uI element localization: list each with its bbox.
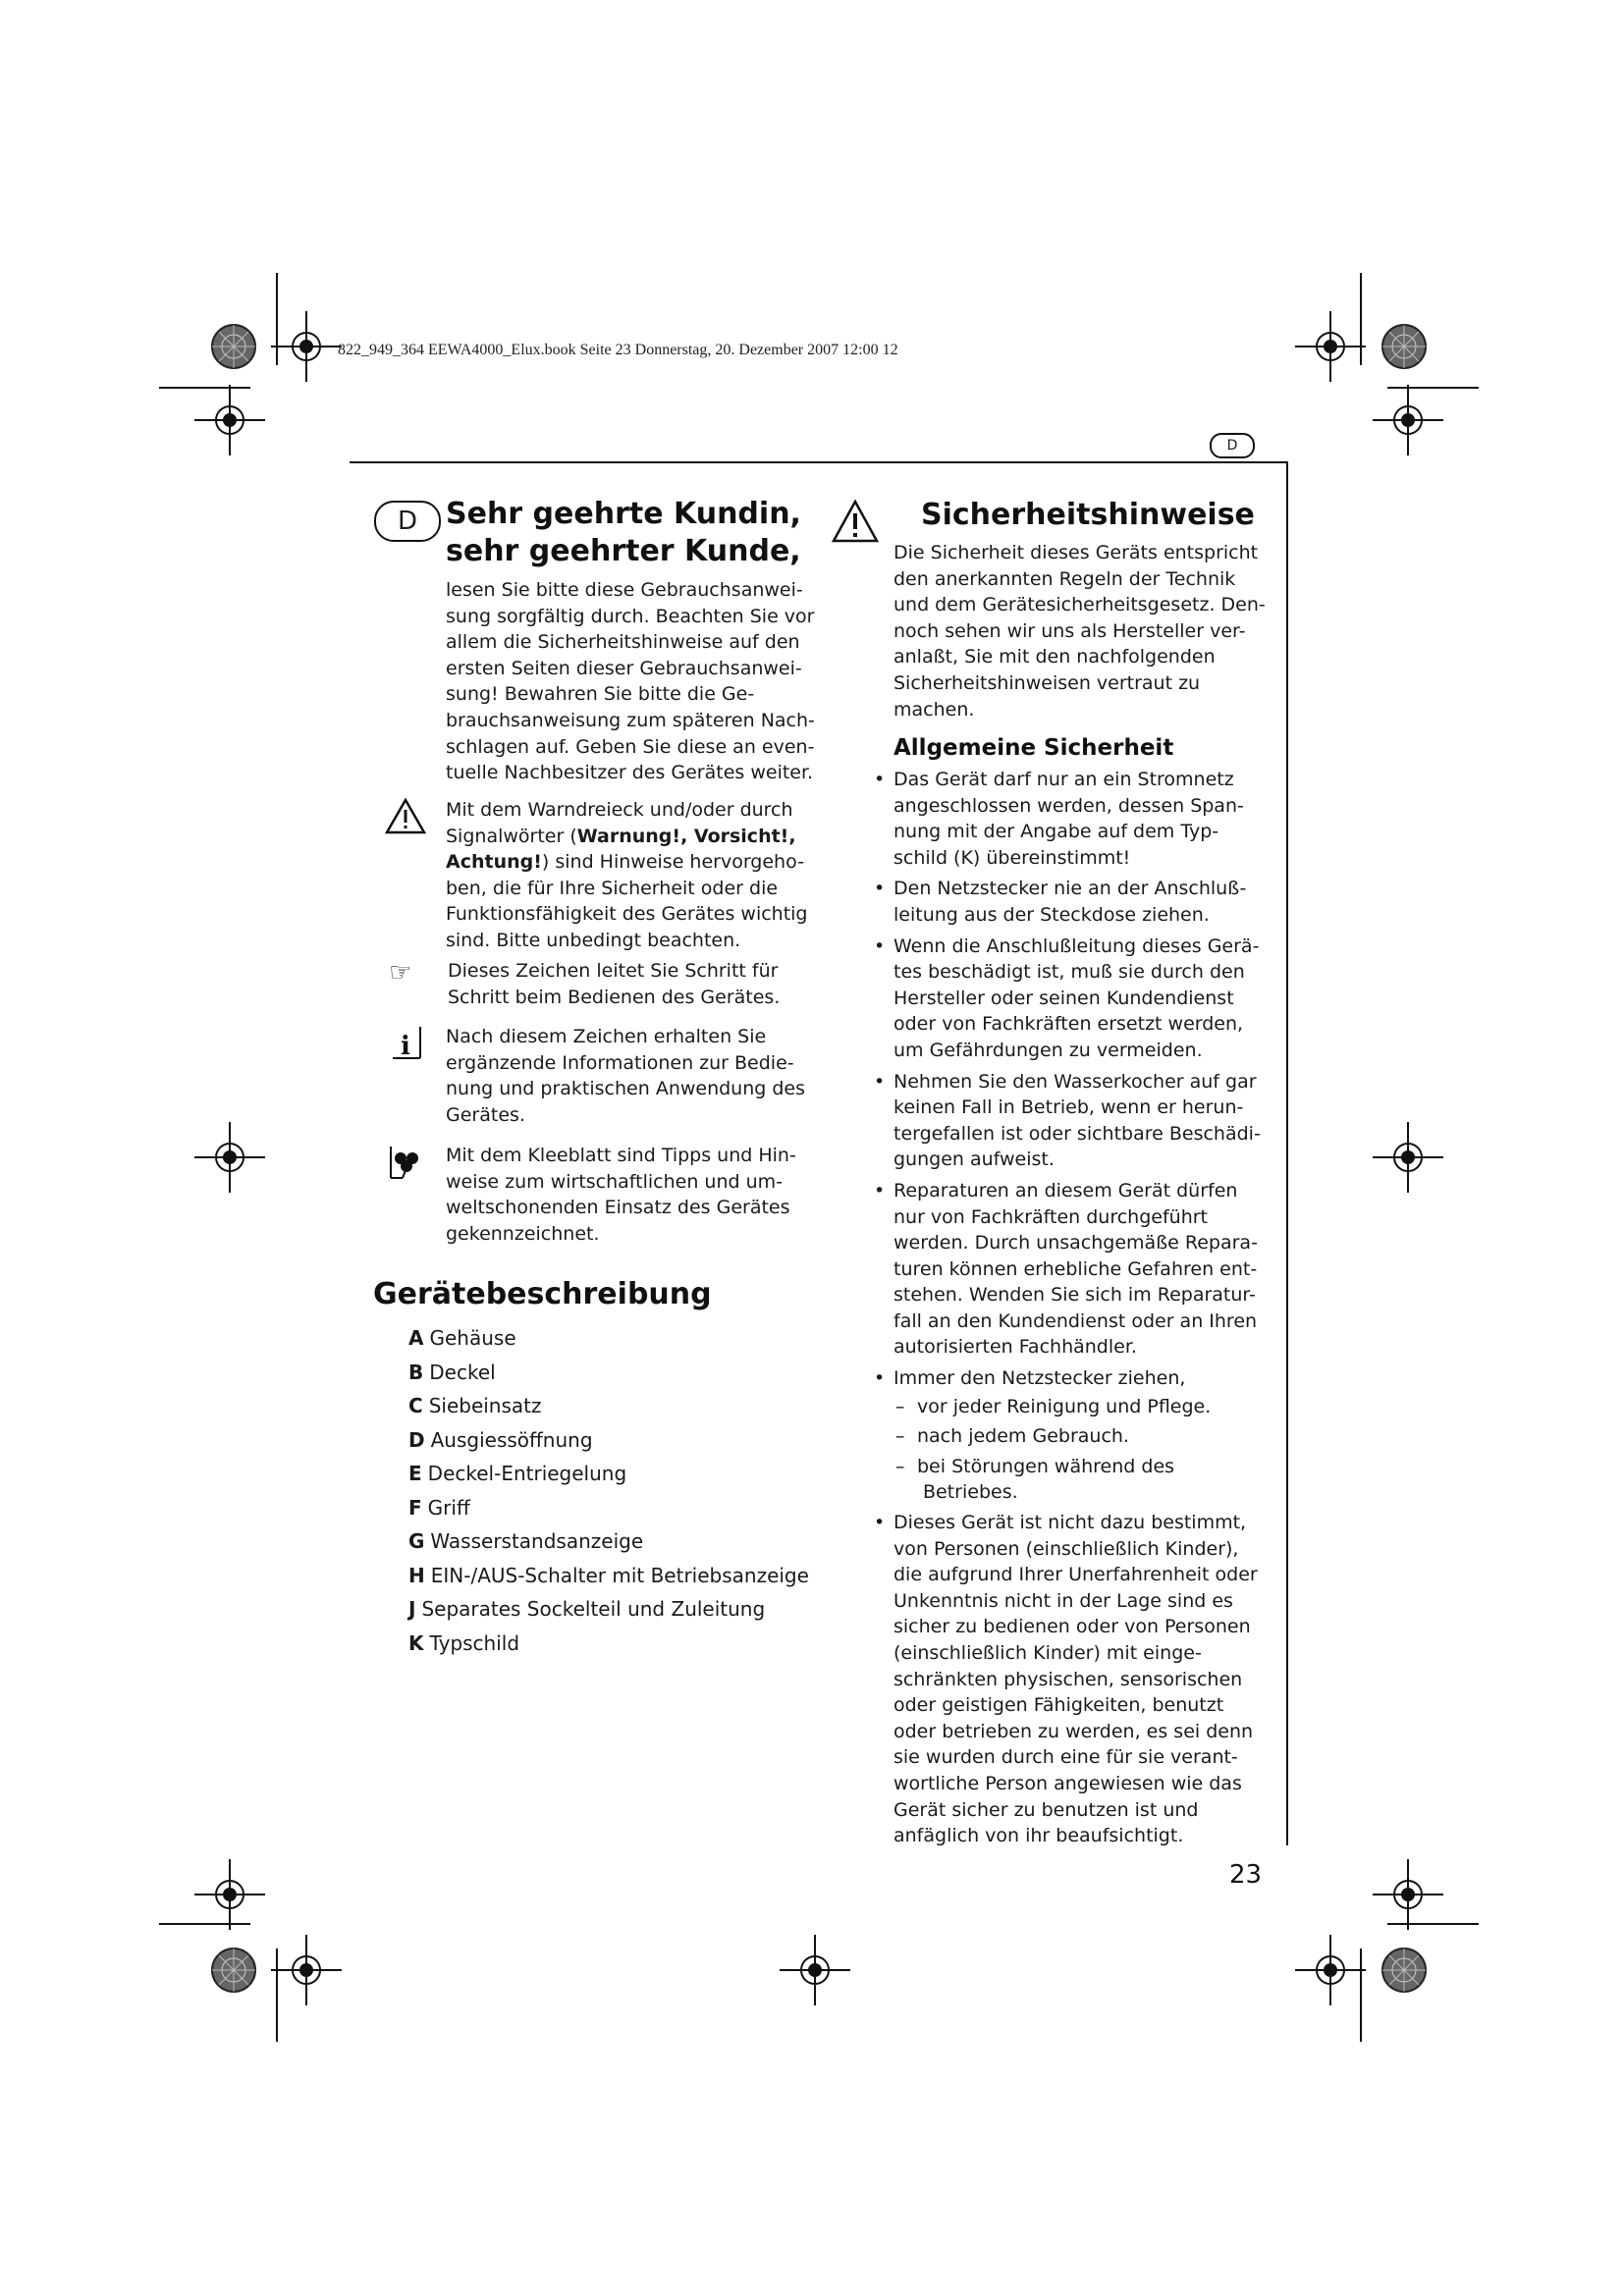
list-item: • Das Gerät darf nur an ein Stromnetz angeschlossen werden, dessen Span- nung mit der Angabe auf dem Typ- schild (K) übereinstimmt!: [872, 767, 1294, 871]
crop-cross-bottom-right: [1295, 1935, 1366, 2005]
greeting-title-line2: sehr geehrter Kunde,: [446, 534, 801, 568]
sub-list-item: – bei Störungen während des Betriebes.: [872, 1454, 1294, 1506]
crop-cross-middle-left: [194, 1122, 265, 1193]
list-item: K Typschild: [408, 1630, 520, 1655]
list-item: H EIN-/AUS-Schalter mit Betriebsanzeige: [408, 1563, 809, 1587]
list-item: • Nehmen Sie den Wasserkocher auf gar keinen Fall in Betrieb, wenn er herun- tergefallen ist oder sichtbare Beschädi- gungen aufweist.: [872, 1069, 1294, 1173]
warning-triangle-icon: [831, 499, 880, 544]
list-item: • Wenn die Anschlußleitung dieses Gerä- tes beschädigt ist, muß sie durch den Hersteller oder seinen Kundendienst oder von Fachkräften ersetzt werden, um Gefährdungen zu vermeiden.: [872, 934, 1294, 1064]
list-item: • Immer den Netzstecker ziehen,: [872, 1365, 1294, 1392]
svg-text:i: i: [401, 1032, 410, 1060]
crop-cross-bottom-left: [271, 1935, 342, 2005]
registration-target-bottom-right: [1382, 1949, 1426, 1992]
list-item: E Deckel-Entriegelung: [408, 1462, 627, 1485]
crop-cross-middle-right: [1373, 1122, 1443, 1193]
safety-instructions-heading: Sicherheitshinweise: [921, 498, 1255, 532]
warning-triangle-icon: [385, 797, 426, 834]
list-item: D Ausgiessöffnung: [408, 1427, 593, 1452]
crop-cross-side-bottom-left: [194, 1859, 265, 1930]
info-symbol-explanation: Nach diesem Zeichen erhalten Sie ergänzende Informationen zur Bedie- nung und praktischen Anwendung des Gerätes.: [446, 1026, 806, 1126]
crop-cross-top-left: [271, 311, 342, 382]
list-item: • Reparaturen an diesem Gerät dürfen nur von Fachkräften durchgeführt werden. Durch unsachgemäße Repara- turen können erhebliche Gefahren ent- stehen. Wenden Sie sich im Reparatur- fall an den Kundendienst oder an Ihren autorisierten Fachhändler.: [872, 1178, 1294, 1361]
sub-list-item: – vor jeder Reinigung und Pflege.: [872, 1394, 1294, 1420]
list-item: A Gehäuse: [408, 1326, 516, 1350]
info-icon: [391, 1025, 422, 1060]
page-frame-top-rule: [350, 461, 1288, 463]
list-item: G Wasserstandsanzeige: [408, 1529, 644, 1553]
list-item: • Dieses Gerät ist nicht dazu bestimmt, von Personen (einschließlich Kinder), die aufgrund Ihrer Unerfahrenheit oder Unkenntnis nicht in der Lage sind es sicher zu bedienen oder von Personen (einschließlich Kinder) mit einge- schränkten physischen, sensorischen oder geistigen Fähigkeiten, benutzt oder betrieben zu werden, es sei denn sie wurden durch eine für sie verant- wortliche Person angewiesen wie das Gerät sicher zu benutzen ist und anfäglich von ihr beaufsichtigt.: [872, 1510, 1294, 1849]
language-oval-badge: D: [374, 501, 441, 542]
list-item: • Den Netzstecker nie an der Anschluß- leitung aus der Steckdose ziehen.: [872, 876, 1294, 928]
language-tab: D: [1210, 433, 1255, 458]
clover-symbol-explanation: Mit dem Kleeblatt sind Tipps und Hin- weise zum wirtschaftlichen und um- weltschonenden Einsatz des Gerätes gekennzeichnet.: [446, 1145, 796, 1245]
sub-list-item: – nach jedem Gebrauch.: [872, 1423, 1294, 1450]
crop-cross-side-top-left: [194, 385, 265, 455]
list-item: B Deckel: [408, 1360, 496, 1384]
warning-symbol-explanation: Mit dem Warndreieck und/oder durch Signalwörter (Warnung!, Vorsicht!, Achtung!) sind Hinweise hervorgeho- ben, die für Ihre Sicherheit oder die Funktionsfähigkeit des Gerätes wichtig sind. Bitte unbedingt beachten.: [446, 799, 808, 951]
parts-list: [408, 1321, 840, 1660]
greeting-intro: lesen Sie bitte diese Gebrauchsanwei- sung sorgfältig durch. Beachten Sie vor allem die Sicherheitshinweise auf den ersten Seiten dieser Gebrauchsanwei- sung! Bewahren Sie bitte die Ge- brauchsanweisung zum späteren Nach- schlagen auf. Geben Sie diese an even- tuelle Nachbesitzer des Gerätes weiter.: [446, 579, 815, 784]
print-file-header: 822_949_364 EEWA4000_Elux.book Seite 23 Donnerstag, 20. Dezember 2007 12:00 12: [338, 342, 898, 358]
registration-target-bottom-left: [212, 1949, 255, 1992]
clover-leaf-icon: [389, 1145, 422, 1180]
general-safety-subheading: Allgemeine Sicherheit: [893, 735, 1174, 761]
crop-cross-side-bottom-right: [1373, 1859, 1443, 1930]
list-item: F Griff: [408, 1495, 470, 1520]
safety-bullet-list: [872, 767, 1294, 1854]
list-item: C Siebeinsatz: [408, 1394, 542, 1417]
device-description-heading: Gerätebeschreibung: [373, 1277, 712, 1311]
registration-target-top-right: [1382, 325, 1426, 368]
crop-cross-top-right: [1295, 311, 1366, 382]
crop-cross-side-top-right: [1373, 385, 1443, 455]
list-item: J Separates Sockelteil und Zuleitung: [408, 1597, 766, 1621]
pointing-hand-icon: ☞: [389, 958, 412, 988]
safety-intro: Die Sicherheit dieses Geräts entspricht den anerkannten Regeln der Technik und dem Gerätesicherheitsgesetz. Den- noch sehen wir uns als Hersteller ver- anlaßt, Sie mit den nachfolgenden Sicherheitshinweisen vertraut zu machen.: [893, 542, 1266, 721]
hand-symbol-explanation: Dieses Zeichen leitet Sie Schritt für Schritt beim Bedienen des Gerätes.: [448, 960, 781, 1008]
registration-target-top-left: [212, 325, 255, 368]
crop-cross-bottom-center: [780, 1935, 850, 2005]
page-number: 23: [1229, 1860, 1263, 1890]
greeting-title-line1: Sehr geehrte Kundin,: [446, 497, 801, 531]
